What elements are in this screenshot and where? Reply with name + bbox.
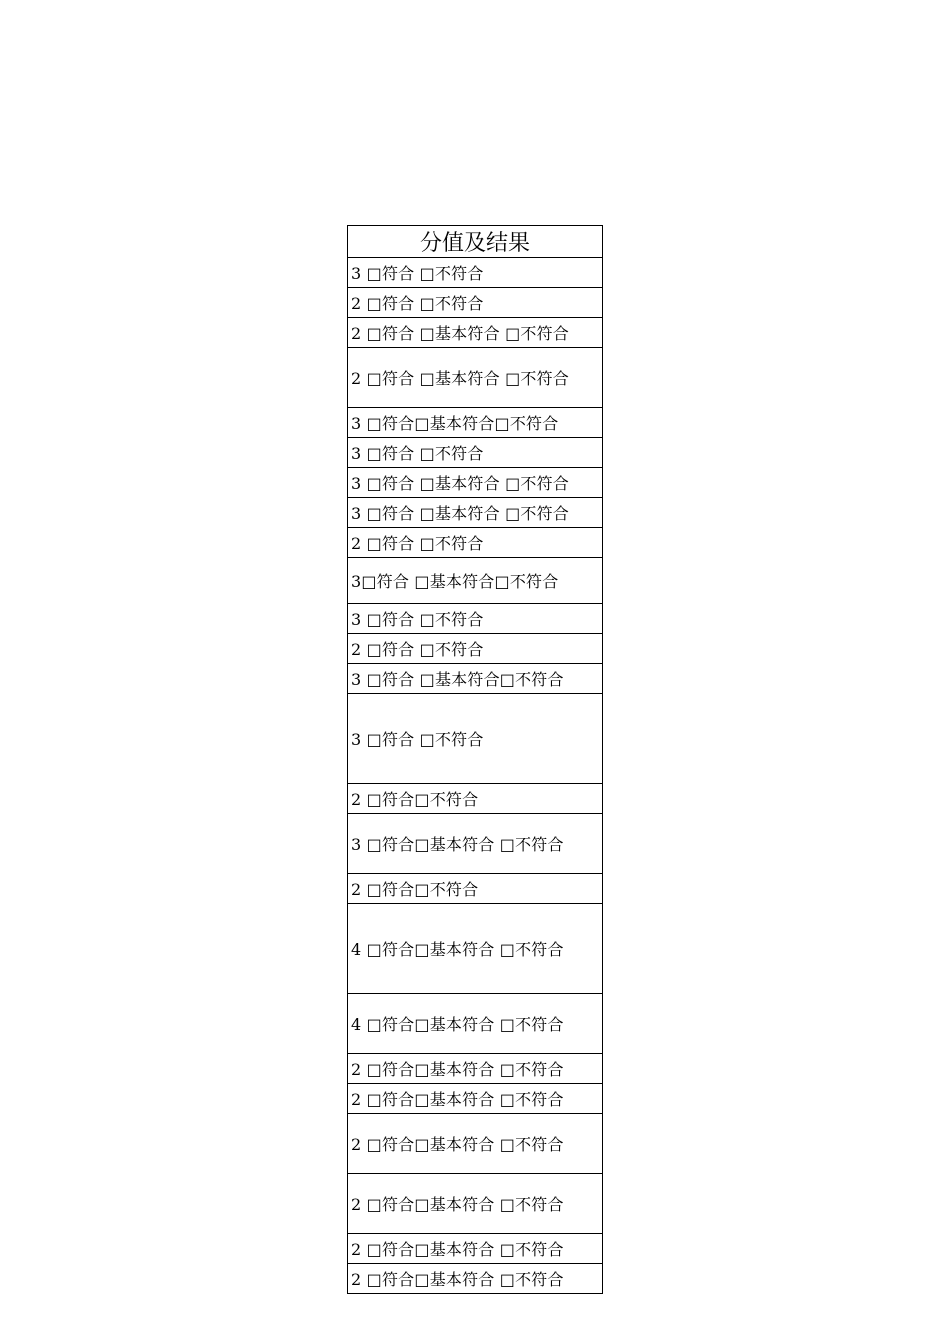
table-cell: 2 □符合 □基本符合 □不符合 (348, 318, 603, 348)
table-cell: 2 □符合 □基本符合 □不符合 (348, 348, 603, 408)
table-row (348, 1234, 603, 1264)
table-cell: 3 □符合 □不符合 (348, 258, 603, 288)
table-header-row (348, 226, 603, 258)
table-cell: 3 □符合 □基本符合 □不符合 (348, 498, 603, 528)
table-row (348, 904, 603, 994)
table-row (348, 664, 603, 694)
table-cell: 2 □符合 □不符合 (348, 288, 603, 318)
table-row (348, 1054, 603, 1084)
table-row (348, 1084, 603, 1114)
table-cell: 3 □符合 □不符合 (348, 604, 603, 634)
table-row (348, 874, 603, 904)
table-cell: 3 □符合 □不符合 (348, 694, 603, 784)
table-row (348, 558, 603, 604)
table-cell: 3 □符合 □基本符合□不符合 (348, 664, 603, 694)
table-row (348, 258, 603, 288)
table-row (348, 604, 603, 634)
table-cell: 2 □符合□基本符合 □不符合 (348, 1054, 603, 1084)
table-cell: 4 □符合□基本符合 □不符合 (348, 994, 603, 1054)
table-row (348, 288, 603, 318)
table-cell: 2 □符合□不符合 (348, 874, 603, 904)
table-cell: 3□符合 □基本符合□不符合 (348, 558, 603, 604)
table-row (348, 1264, 603, 1294)
table-cell: 2 □符合□基本符合 □不符合 (348, 1174, 603, 1234)
table-cell: 4 □符合□基本符合 □不符合 (348, 904, 603, 994)
table-row (348, 498, 603, 528)
table-cell: 2 □符合 □不符合 (348, 528, 603, 558)
table-row (348, 634, 603, 664)
table-row (348, 814, 603, 874)
table-row (348, 468, 603, 498)
table-cell: 2 □符合□基本符合 □不符合 (348, 1114, 603, 1174)
table-cell: 2 □符合□基本符合 □不符合 (348, 1264, 603, 1294)
table-row (348, 694, 603, 784)
table-row (348, 348, 603, 408)
table-row (348, 994, 603, 1054)
table-row (348, 408, 603, 438)
table-row (348, 1174, 603, 1234)
table-cell: 3 □符合□基本符合□不符合 (348, 408, 603, 438)
table-row (348, 528, 603, 558)
table-row (348, 438, 603, 468)
table-cell: 3 □符合 □基本符合 □不符合 (348, 468, 603, 498)
table-row (348, 1114, 603, 1174)
table-row (348, 784, 603, 814)
table-cell: 2 □符合□基本符合 □不符合 (348, 1084, 603, 1114)
column-header-score-result: 分值及结果 (348, 226, 603, 258)
table-cell: 2 □符合□不符合 (348, 784, 603, 814)
score-result-table (347, 225, 603, 1294)
table-cell: 3 □符合 □不符合 (348, 438, 603, 468)
table-cell: 2 □符合 □不符合 (348, 634, 603, 664)
table-cell: 2 □符合□基本符合 □不符合 (348, 1234, 603, 1264)
table-row (348, 318, 603, 348)
table-cell: 3 □符合□基本符合 □不符合 (348, 814, 603, 874)
